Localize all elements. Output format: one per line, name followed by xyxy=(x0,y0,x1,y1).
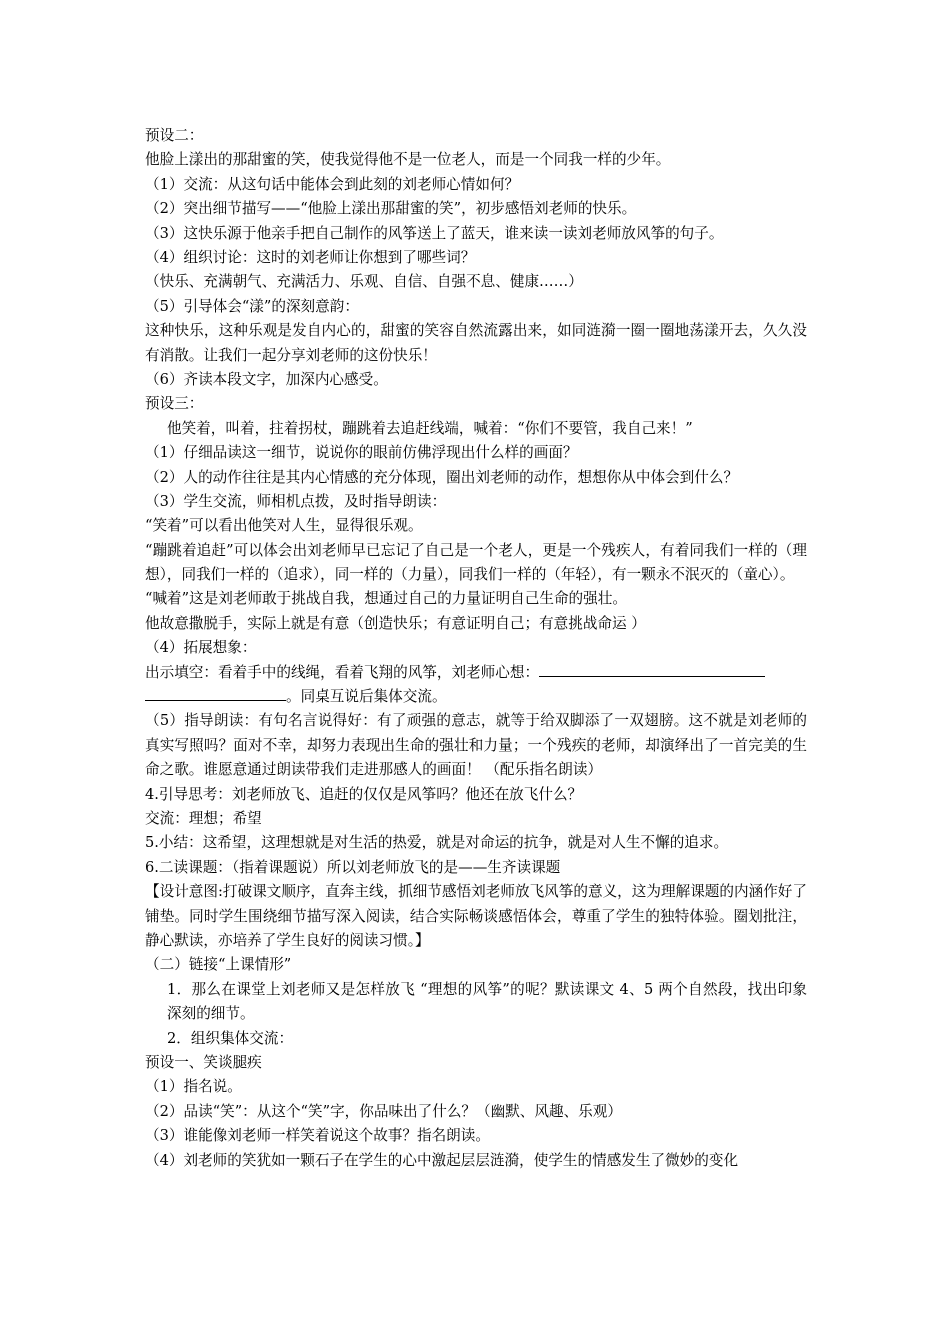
text-line: 他脸上漾出的那甜蜜的笑，使我觉得他不是一位老人，而是一个同我一样的少年。 xyxy=(145,151,671,169)
fill-blank-line xyxy=(145,661,807,685)
heading-preset-one: 预设一、笑谈腿疾 xyxy=(145,1054,262,1072)
text-line: （2）突出细节描写——“他脸上漾出那甜蜜的笑”，初步感悟刘老师的快乐。 xyxy=(145,200,637,218)
text-line: （4）拓展想象： xyxy=(145,639,257,657)
text-line: （4）组织讨论：这时的刘老师让你想到了哪些词？ xyxy=(145,248,476,266)
fill-blank-underline xyxy=(145,685,286,701)
text-line: 2．组织集体交流： xyxy=(167,1029,294,1047)
text-paragraph: “蹦跳着追赶”可以体会出刘老师早已忘记了自己是一个老人，更是一个残疾人，有着同我们一样的（理想），同我们一样的（追求），同一样的（力量），同我们一样的（年轻），有一颗永不泯灭的（童心）。 xyxy=(145,541,807,584)
fill-blank-suffix: 。同桌互说后集体交流。 xyxy=(286,688,447,706)
text-line: （1）指名说。 xyxy=(145,1078,242,1096)
text-line: （3）学生交流，师相机点拨，及时指导朗读： xyxy=(145,492,447,510)
fill-blank-prompt: 出示填空：看着手中的线绳，看着飞翔的风筝，刘老师心想： xyxy=(145,663,540,681)
text-line: 他故意撒脱手，实际上就是有意（创造快乐；有意证明自己；有意挑战命运 ） xyxy=(145,614,646,632)
text-line: 交流：理想；希望 xyxy=(145,810,262,828)
text-line: 4.引导思考：刘老师放飞、追赶的仅仅是风筝吗？他还在放飞什么？ xyxy=(145,785,583,803)
text-paragraph: 1．那么在课堂上刘老师又是怎样放飞 “理想的风筝”的呢？默读课文 4、5 两个自然段，找出印象深刻的细节。 xyxy=(167,980,807,1023)
text-line: （2）品读“笑”：从这个“笑”字，你品味出了什么？（幽默、风趣、乐观） xyxy=(145,1102,622,1120)
text-line: （2）人的动作往往是其内心情感的充分体现，圈出刘老师的动作，想想你从中体会到什么？ xyxy=(145,468,739,486)
text-paragraph: （5）指导朗读：有句名言说得好：有了顽强的意志，就等于给双脚添了一双翅膀。这不就是刘老师的真实写照吗？面对不幸，却努力表现出生命的强壮和力量；一个残疾的老师，却演绎出了一首完美的生命之歌。谁愿意通过朗读带我们走进那感人的画面！ （配乐指名朗读） xyxy=(145,712,807,779)
heading-preset-three: 预设三： xyxy=(145,395,204,413)
text-line: 6.二读课题：（指着课题说）所以刘老师放飞的是——生齐读课题 xyxy=(145,858,561,876)
text-line: 5.小结：这希望，这理想就是对生活的热爱，就是对命运的抗争，就是对人生不懈的追求。 xyxy=(145,834,729,852)
fill-blank-line-continued xyxy=(145,685,807,709)
text-line: （1）仔细品读这一细节，说说你的眼前仿佛浮现出什么样的画面？ xyxy=(145,444,578,462)
text-line: （1）交流：从这句话中能体会到此刻的刘老师心情如何？ xyxy=(145,175,520,193)
text-line: （快乐、充满朝气、充满活力、乐观、自信、自强不息、健康……） xyxy=(145,273,583,291)
quote-line: 他笑着，叫着，拄着拐杖，蹦跳着去追赶线端，喊着：“你们不要管，我自己来！” xyxy=(167,419,693,437)
section-heading: （二）链接“上课情形” xyxy=(145,956,292,974)
text-line: （6）齐读本段文字，加深内心感受。 xyxy=(145,370,388,388)
text-line: （5）引导体会“漾”的深刻意韵： xyxy=(145,297,359,315)
text-line: （3）谁能像刘老师一样笑着说这个故事？指名朗读。 xyxy=(145,1127,490,1145)
text-line: （4）刘老师的笑犹如一颗石子在学生的心中激起层层涟漪，使学生的情感发生了微妙的变化 xyxy=(145,1151,739,1169)
design-intent-paragraph: 【设计意图:打破课文顺序，直奔主线，抓细节感悟刘老师放飞风筝的意义，这为理解课题的内涵作好了铺垫。同时学生围绕细节描写深入阅读，结合实际畅谈感悟体会，尊重了学生的独特体验。圈划批注，静心默读，亦培养了学生良好的阅读习惯。】 xyxy=(145,883,807,950)
text-line: “喊着”这是刘老师敢于挑战自我，想通过自己的力量证明自己生命的强壮。 xyxy=(145,590,627,608)
document-body xyxy=(145,124,807,1173)
fill-blank-underline xyxy=(539,661,765,677)
text-paragraph: 这种快乐，这种乐观是发自内心的，甜蜜的笑容自然流露出来，如同涟漪一圈一圈地荡漾开去，久久没有消散。让我们一起分享刘老师的这份快乐！ xyxy=(145,322,807,364)
text-line: （3）这快乐源于他亲手把自己制作的风筝送上了蓝天，谁来读一读刘老师放风筝的句子。 xyxy=(145,224,724,242)
heading-preset-two: 预设二： xyxy=(145,127,204,144)
text-line: “笑着”可以看出他笑对人生，显得很乐观。 xyxy=(145,517,423,535)
